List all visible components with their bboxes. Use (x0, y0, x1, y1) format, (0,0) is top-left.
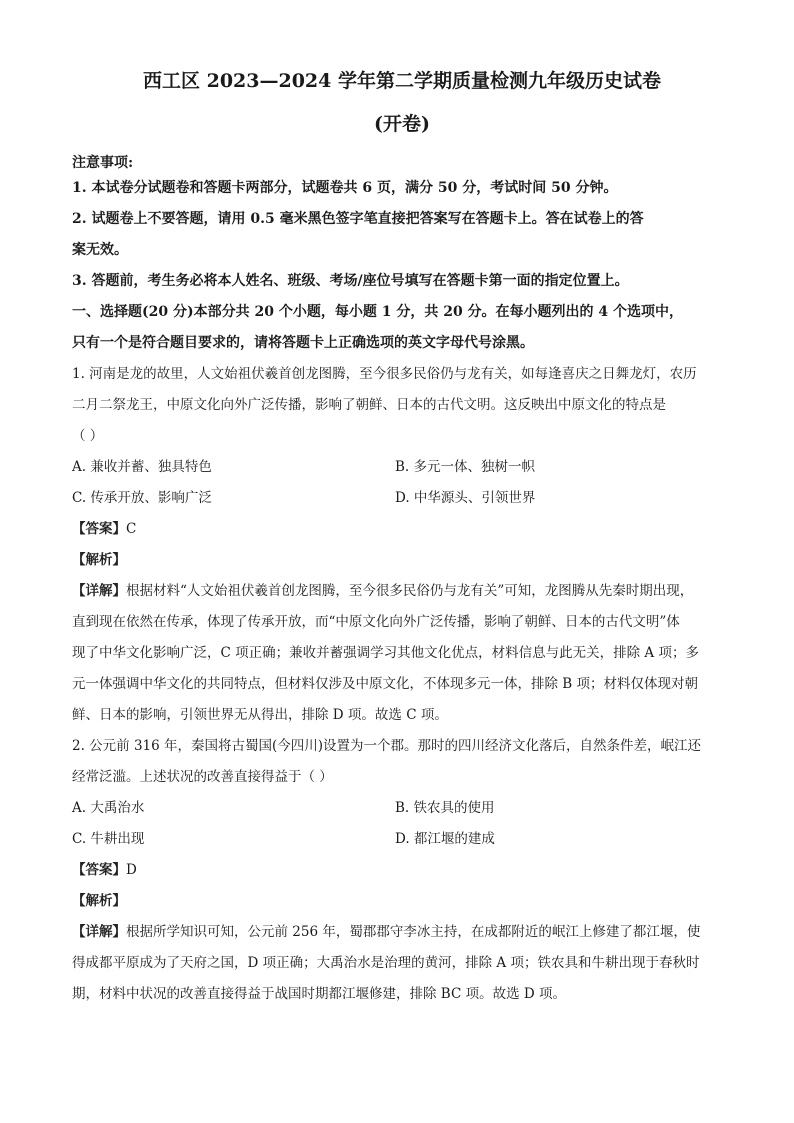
detail-tag: 【详解】 (72, 583, 126, 599)
options-group (72, 452, 732, 514)
detail-text: 根据材料“人文始祖伏羲首创龙图腾，至今很多民俗仍与龙有关”可知，龙图腾从先秦时期出现， (126, 583, 694, 599)
analysis-line (72, 545, 732, 576)
detail-text: 元一体强调中华文化的共同特点，但材料仅涉及中原文化，不体现多元一体，排除 B 项；材料仅体现对朝 (72, 676, 699, 692)
option-a: A. 兼收并蓄、独具特色 (72, 459, 212, 475)
detail-text: 直到现在依然在传承，体现了传承开放，而“中原文化向外广泛传播，影响了朝鲜、日本的古代文明”体 (72, 614, 680, 630)
answer-value: C (126, 521, 137, 537)
notice-heading: 注意事项: (72, 155, 134, 171)
question-stem: 1. 河南是龙的故里，人文始祖伏羲首创龙图腾，至今很多民俗仍与龙有关，如每逢喜庆之日舞龙灯，农历 (72, 366, 697, 382)
notice-item: 案无效。 (72, 242, 128, 258)
exam-subtitle: (开卷) (374, 113, 430, 135)
answer-value: D (126, 862, 137, 878)
notice-item: 1. 本试卷分试题卷和答题卡两部分，试题卷共 6 页，满分 50 分，考试时间 50 分钟。 (72, 180, 618, 196)
analysis-tag: 【解析】 (72, 552, 126, 568)
detail-line (72, 576, 732, 607)
question-stem: 经常泛滥。上述状况的改善直接得益于（ ） (72, 769, 333, 785)
option-d: D. 中华源头、引领世界 (395, 490, 536, 506)
answer-line (72, 855, 732, 886)
question-stem: 2. 公元前 316 年，秦国将古蜀国(今四川)设置为一个郡。那时的四川经济文化落后，自然条件差，岷江还 (72, 738, 702, 754)
option-c: C. 传承开放、影响广泛 (72, 490, 212, 506)
option-c: C. 牛耕出现 (72, 831, 145, 847)
detail-tag: 【详解】 (72, 924, 126, 940)
section-instruction: 只有一个是符合题目要求的，请将答题卡上正确选项的英文字母代号涂黑。 (72, 335, 534, 351)
detail-text: 期，材料中状况的改善直接得益于战国时期都江堰修建，排除 BC 项。故选 D 项。 (72, 986, 566, 1002)
options-group (72, 793, 732, 855)
question-1 (72, 359, 732, 731)
detail-text: 得成都平原成为了天府之国，D 项正确；大禹治水是治理的黄河，排除 A 项；铁农具和牛耕出现于春秋时 (72, 955, 700, 971)
question-stem: 二月二祭龙王，中原文化向外广泛传播，影响了朝鲜、日本的古代文明。这反映出中原文化的特点是 (72, 397, 666, 413)
option-d: D. 都江堰的建成 (395, 831, 495, 847)
analysis-tag: 【解析】 (72, 893, 126, 909)
answer-tag: 【答案】 (72, 521, 126, 537)
detail-text: 根据所学知识可知，公元前 256 年，蜀郡郡守李冰主持，在成都附近的岷江上修建了都江堰，使 (126, 924, 701, 940)
exam-page (72, 66, 732, 1010)
notice-item: 2. 试题卷上不要答题，请用 0.5 毫米黑色签字笔直接把答案写在答题卡上。答在试卷上的答 (72, 211, 644, 227)
detail-line (72, 917, 732, 948)
answer-tag: 【答案】 (72, 862, 126, 878)
question-stem: （ ） (72, 428, 104, 444)
question-2 (72, 731, 732, 1010)
option-b: B. 多元一体、独树一帜 (395, 459, 536, 475)
section-instruction: 一、选择题(20 分)本部分共 20 个小题，每小题 1 分，共 20 分。在每小题列出的 4 个选项中， (72, 304, 684, 320)
detail-text: 现了中华文化影响广泛，C 项正确；兼收并蓄强调学习其他文化优点，材料信息与此无关，排除 A 项；多 (72, 645, 699, 661)
option-b: B. 铁农具的使用 (395, 800, 495, 816)
option-a: A. 大禹治水 (72, 800, 145, 816)
analysis-line (72, 886, 732, 917)
exam-title: 西工区 2023—2024 学年第二学期质量检测九年级历史试卷 (143, 70, 661, 92)
detail-text: 鲜、日本的影响，引领世界无从得出，排除 D 项。故选 C 项。 (72, 707, 448, 723)
notice-item: 3. 答题前，考生务必将本人姓名、班级、考场/座位号填写在答题卡第一面的指定位置上。 (72, 273, 629, 289)
answer-line (72, 514, 732, 545)
